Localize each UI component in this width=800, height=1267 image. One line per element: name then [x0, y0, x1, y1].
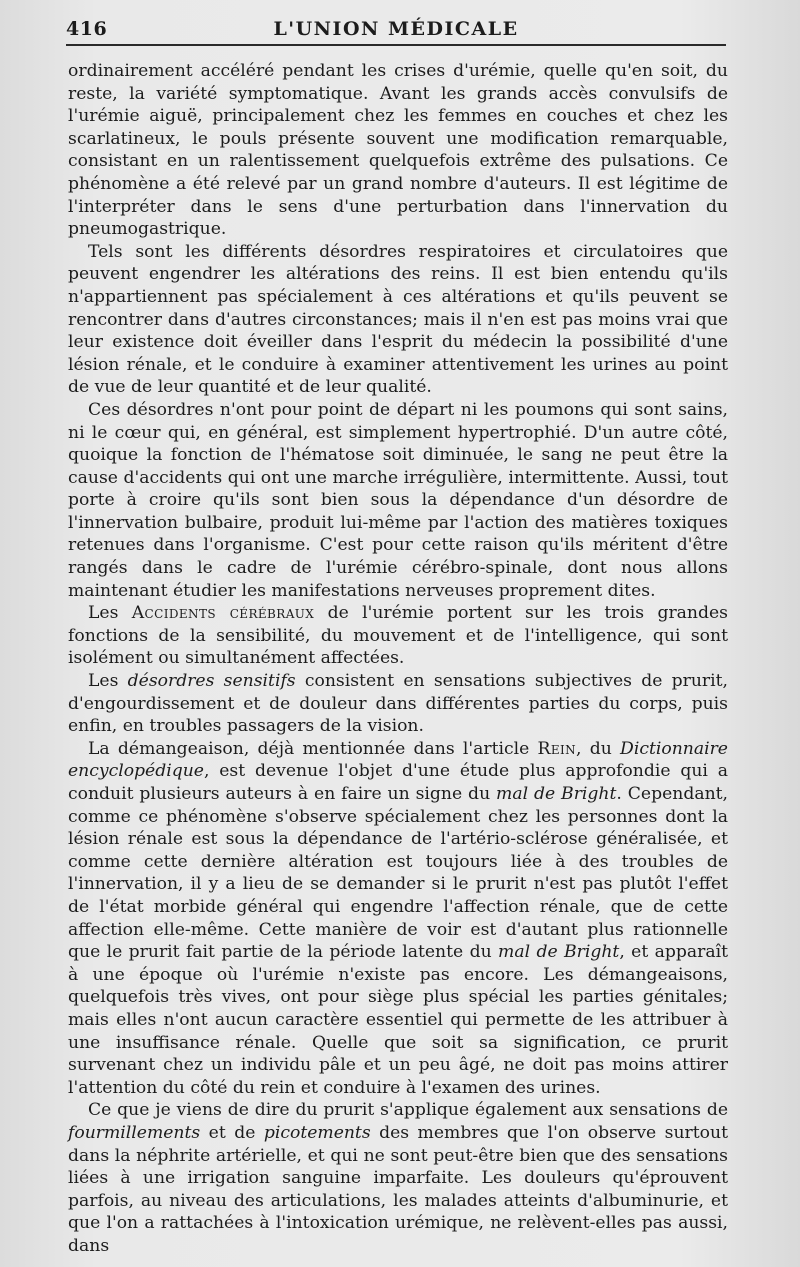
paragraph-text: . Cependant, comme ce phénomène s'observe spécialement chez les personnes dont la lésion rénale est sous la dépendance de l'artério-sclérose généralisée, et comme cette dernière altération est toujours liée à des troubles de l'innervation, il y a lieu de se demander si le prurit n'est pas plutôt l'effet de l'état morbide général qui engendre l'affection rénale, que de cette affection elle-même. Cette manière de voir est d'autant plus rationnelle que le prurit fait partie de la période latente du — [68, 784, 729, 963]
paragraph-text: Tels sont les différents désordres respiratoires et circulatoires que peuvent engendrer les altérations des reins. Il est bien entendu qu'ils n'appartiennent pas spécialement à ces altérations et qu'ils peuvent se rencontrer dans d'autres circonstances; mais il n'en est pas moins vrai que leur existence doit éveiller dans l'esprit du médecin la possibilité d'une lésion rénale, et le conduire à examiner attentivement les urines au point de vue de leur quantité et de leur qualité. — [68, 241, 728, 398]
paragraph — [68, 602, 728, 670]
small-caps-text: Accidents cérébraux — [131, 603, 315, 624]
paragraph-text: Ces désordres n'ont pour point de départ ni les poumons qui sont sains, ni le cœur qui, en général, est simplement hypertrophié. D'un autre côté, quoique la fonction de l'hématose soit diminuée, le sang ne peut être la cause d'accidents qui ont une marche irrégulière, intermittente. Aussi, tout porte à croire qu'ils sont bien sous la dépendance d'un désordre de l'innervation bulbaire, produit lui-même par l'action des matières toxiques retenues dans l'organisme. C'est pour cette raison qu'ils méritent d'être rangés dans le cadre de l'urémie cérébro-spinale, dont nous allons maintenant étudier les manifestations nerveuses proprement dites. — [68, 399, 728, 601]
paragraph — [68, 670, 728, 738]
paragraph-text: , et apparaît à une époque où l'urémie n'existe pas encore. Les démangeaisons, quelquefois très vives, ont pour siège plus spécial les parties génitales; mais elles n'ont aucun caractère essentiel qui permette de les attribuer à une insuffisance rénale. Quelle que soit sa signification, ce prurit survenant chez un individu pâle et un peu âgé, ne doit pas moins attirer l'attention du côté du rein et conduire à l'examen des urines. — [68, 942, 728, 1098]
paragraph — [68, 241, 728, 399]
italic-text: désordres sensitifs — [127, 671, 296, 692]
italic-text: mal de Bright — [498, 942, 620, 963]
small-caps-text: Rein — [537, 738, 577, 759]
paragraph-text: de l'urémie portent sur les trois grandes fonctions de la sensibilité, du mouvement et de l'intelligence, qui sont isolément ou simultanément affectées. — [68, 603, 728, 669]
paragraph-text: La démangeaison, déjà mentionnée dans l'article — [88, 738, 538, 759]
italic-text: mal de Bright — [496, 784, 617, 804]
paragraph-text: Ce que je viens de dire du prurit s'applique également aux sensations de — [88, 1100, 728, 1121]
paragraph — [68, 1099, 728, 1257]
running-title: L'UNION MÉDICALE — [273, 18, 519, 40]
paragraph — [68, 60, 728, 241]
page-header — [66, 14, 726, 46]
paragraph — [68, 738, 728, 1100]
paragraph-text: et de — [200, 1122, 264, 1143]
paragraph-text: , est devenue l'objet d'une étude plus approfondie qui a conduit plusieurs auteurs à en faire un signe du — [68, 761, 728, 804]
paragraph-text: Les — [88, 671, 128, 692]
italic-text: fourmillements — [68, 1122, 201, 1143]
italic-text: Dictionnaire encyclopédique — [68, 738, 728, 782]
paragraph-text: , du — [576, 738, 621, 759]
header-rule — [66, 44, 726, 46]
paragraph-text: ordinairement accéléré pendant les crises d'urémie, quelle qu'en soit, du reste, la variété symptomatique. Avant les grands accès convulsifs de l'urémie aiguë, principalement chez les femmes en couches et chez les scarlatineux, le pouls présente souvent une modification remarquable, consistant en un ralentissement quelquefois extrême des pulsations. Ce phénomène a été relevé par un grand nombre d'auteurs. Il est légitime de l'interpréter dans le sens d'une perturbation dans l'innervation du pneumogastrique. — [68, 61, 728, 240]
italic-text: picotements — [263, 1122, 371, 1143]
paragraph-text: Les — [88, 603, 132, 624]
page-number: 416 — [66, 18, 108, 40]
body-text — [68, 60, 728, 1257]
paragraph-text: consistent en sensations subjectives de prurit, d'engourdissement et de douleur dans différentes parties du corps, puis enfin, en troubles passagers de la vision. — [68, 671, 729, 737]
paragraph — [68, 399, 728, 602]
paragraph-text: des membres que l'on observe surtout dans la néphrite artérielle, et qui ne sont peut-être bien que des sensations liées à une irrigation sanguine imparfaite. Les douleurs qu'éprouvent parfois, au niveau des articulations, les malades atteints d'albuminurie, et que l'on a rattachées à l'intoxication urémique, ne relèvent-elles pas aussi, dans — [68, 1122, 728, 1256]
